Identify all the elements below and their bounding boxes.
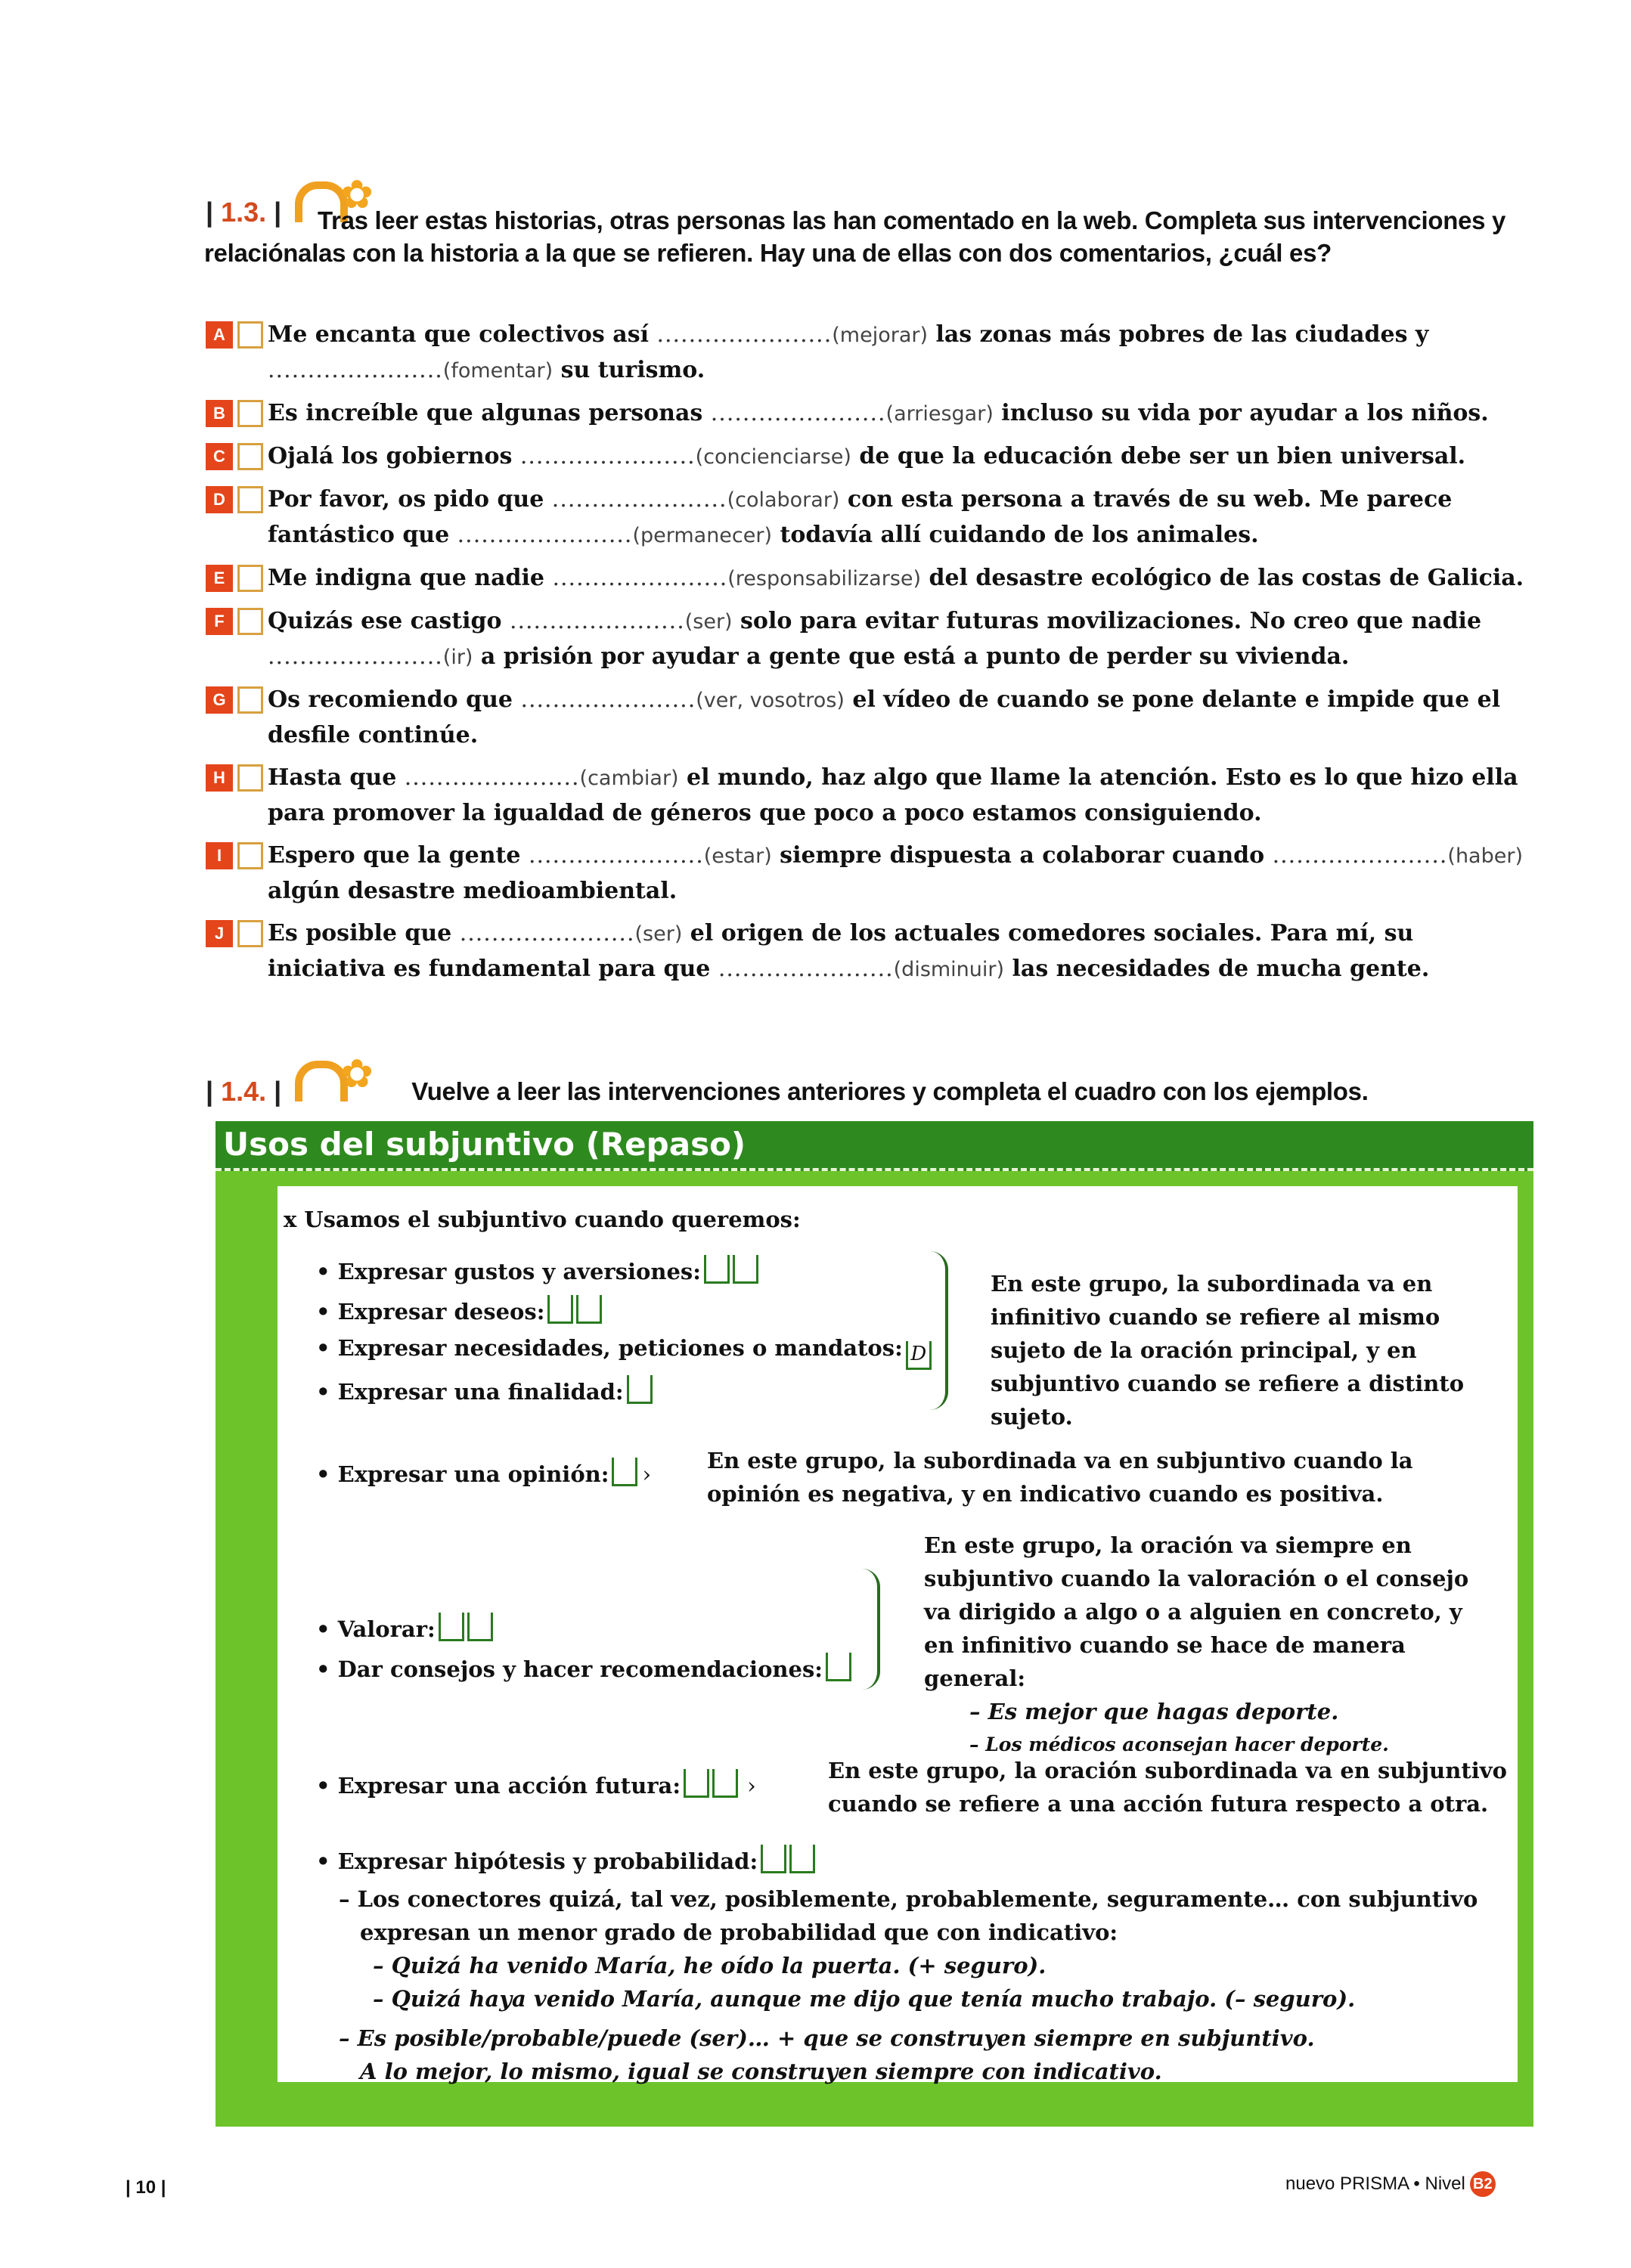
exercise-item [206, 439, 1536, 475]
answer-slot[interactable] [712, 1769, 738, 1798]
verb-hint: (arriesgar) [885, 402, 994, 426]
item-text: Me encanta que colectivos así ......................(mejorar) las zonas más pobres de las ciudades y ......................(fomentar) su turismo. [268, 321, 1429, 383]
bullet-deseos: • Expresar deseos: [316, 1295, 602, 1325]
verb-hint: (mejorar) [832, 324, 928, 347]
blank-field[interactable]: ...................... [404, 764, 580, 791]
footer-brand [1285, 2171, 1496, 2197]
grammar-box-title: Usos del subjuntivo (Repaso) [223, 1126, 746, 1163]
exercise-item [206, 482, 1536, 553]
answer-slot[interactable] [704, 1255, 730, 1284]
verb-hint: (ir) [442, 646, 473, 669]
verb-hint: (ser) [684, 610, 733, 634]
verb-hint: (concienciarse) [695, 445, 851, 469]
bullet-gustos: • Expresar gustos y aversiones: [316, 1255, 758, 1284]
bullet-necesidades: • Expresar necesidades, peticiones o mandatos: D [316, 1335, 932, 1370]
answer-checkbox[interactable] [237, 842, 263, 869]
answer-checkbox[interactable] [237, 400, 263, 427]
blank-field[interactable]: ...................... [519, 443, 696, 469]
exercise-1-4-header [206, 1052, 1369, 1108]
verb-hint: (colaborar) [727, 488, 840, 512]
item-letter-badge: D [206, 486, 233, 513]
item-letter-badge: B [206, 400, 233, 427]
exercise-instruction: Vuelve a leer las intervenciones anteriores y completa el cuadro con los ejemplos. [411, 1077, 1369, 1105]
bullet-opinion: • Expresar una opinión: › [316, 1458, 651, 1487]
exercise-item [206, 318, 1536, 389]
item-letter-badge: A [206, 321, 233, 349]
item-letter-badge: F [206, 608, 233, 635]
answer-slot[interactable] [761, 1845, 786, 1873]
bullet-consejos: • Dar consejos y hacer recomendaciones: [316, 1653, 851, 1682]
blank-field[interactable]: ...................... [509, 608, 685, 634]
bullet-accion-futura: • Expresar una acción futura: › [316, 1769, 756, 1799]
item-letter-badge: C [206, 443, 233, 470]
blank-field[interactable]: ...................... [710, 400, 886, 426]
intro-text: Usamos el subjuntivo cuando queremos: [304, 1207, 801, 1232]
verb-hint: (responsabilizarse) [727, 567, 922, 590]
exercise-item [206, 683, 1536, 753]
example: – Los médicos aconsejan hacer deporte. [969, 1734, 1389, 1755]
brace-icon [930, 1251, 948, 1410]
item-text: Hasta que ......................(cambiar) el mundo, haz algo que llame la atención. Esto es lo que hizo ella para promover la igualdad de géneros que poco a poco estamos consiguiendo. [268, 764, 1518, 826]
exercise-item [206, 761, 1536, 831]
answer-slot[interactable] [733, 1255, 758, 1284]
example: – Es mejor que hagas deporte. [969, 1699, 1339, 1724]
answer-checkbox[interactable] [237, 608, 263, 635]
exercise-item [206, 396, 1536, 432]
answer-checkbox[interactable] [237, 565, 263, 592]
answer-slot[interactable] [467, 1613, 493, 1641]
exercise-instruction: Tras leer estas historias, otras personas las han comentado en la web. Completa sus intervenciones y relaciónalas con la historia a la que se refieren. Hay una de ellas con dos comentarios, ¿cuál es? [204, 206, 1506, 267]
level-badge: B2 [1470, 2171, 1496, 2197]
example: – Quizá haya venido María, aunque me dijo que tenía mucho trabajo. (– seguro). [373, 1986, 1356, 2012]
group5-notes: – Los conectores quizá, tal vez, posiblemente, probablemente, seguramente… con subjuntivo expresan un menor grado de probabilidad que con indicativo: – Quizá ha venido María, he oído la puerta. (+ seguro). – Quizá haya venido María, aunque me dijo que tenía mucho trabajo. (– seguro). – Es posible/probable/puede (ser)… + que se construyen siempre en subjuntivo. A lo mejor, lo mismo, igual se construyen siempre con indicativo. [339, 1882, 1511, 2088]
answer-slot[interactable] [576, 1295, 602, 1324]
verb-hint: (cambiar) [579, 767, 679, 790]
verb-hint: (ver, vosotros) [696, 689, 845, 712]
answer-slot[interactable] [439, 1613, 464, 1641]
brand-text: nuevo PRISMA • Nivel [1285, 2174, 1465, 2194]
blank-field[interactable]: ...................... [656, 321, 833, 348]
exercise-number: | 1.3. | [206, 197, 282, 228]
blank-field[interactable]: ...................... [457, 522, 633, 548]
bullet-finalidad: • Expresar una finalidad: [316, 1375, 653, 1405]
bullet-valorar: • Valorar: [316, 1613, 493, 1642]
answer-slot[interactable] [789, 1845, 815, 1873]
cross-icon: x [284, 1207, 297, 1232]
blank-field[interactable]: ...................... [520, 686, 696, 713]
verb-hint: (haber) [1447, 844, 1523, 868]
group3-explanation: En este grupo, la oración va siempre en subjuntivo cuando la valoración o el consejo va dirigido a algo o a alguien en concreto, y en infinitivo cuando se hace de manera general: – Es mejor que hagas deporte. – Los médicos aconsejan hacer deporte. [924, 1529, 1499, 1761]
item-letter-badge: G [206, 686, 233, 714]
answer-checkbox[interactable] [237, 920, 263, 947]
blank-field[interactable]: ...................... [528, 842, 704, 869]
exercise-item [206, 604, 1536, 675]
blank-field[interactable]: ...................... [268, 643, 443, 670]
exercise-item [206, 838, 1536, 909]
answer-slot[interactable] [627, 1375, 653, 1404]
item-text: Me indigna que nadie ......................(responsabilizarse) del desastre ecológico de las costas de Galicia. [268, 565, 1524, 591]
brace-icon [862, 1569, 880, 1690]
blank-field[interactable]: ...................... [551, 486, 727, 513]
item-text: Espero que la gente ......................(estar) siempre dispuesta a colaborar cuando ......................(haber) algún desastre medioambiental. [268, 842, 1523, 904]
verb-hint: (estar) [703, 844, 772, 868]
bullet-hipotesis: • Expresar hipótesis y probabilidad: [316, 1845, 815, 1874]
chevron-right-icon: › [747, 1773, 756, 1799]
item-text: Es posible que ......................(ser) el origen de los actuales comedores sociales. Para mí, su iniciativa es fundamental para que ......................(disminuir) las necesidades de mucha gente. [268, 920, 1430, 982]
blank-field[interactable]: ...................... [552, 565, 728, 591]
exercise-item [206, 561, 1536, 596]
answer-checkbox[interactable] [237, 686, 263, 714]
group1-explanation: En este grupo, la subordinada va en infinitivo cuando se refiere al mismo sujeto de la oración principal, y en subjuntivo cuando se refiere a distinto sujeto. [991, 1271, 1465, 1430]
blank-field[interactable]: ...................... [459, 920, 635, 947]
answer-checkbox[interactable] [237, 443, 263, 470]
group4-explanation: En este grupo, la oración subordinada va en subjuntivo cuando se refiere a una acción futura respecto a otra. [828, 1758, 1507, 1817]
blank-field[interactable]: ...................... [1272, 842, 1448, 869]
item-letter-badge: H [206, 764, 233, 792]
item-text: Os recomiendo que ......................(ver, vosotros) el vídeo de cuando se pone delante e impide que el desfile continúe. [268, 686, 1501, 748]
item-letter-badge: J [206, 920, 233, 947]
exercise-items [206, 318, 1536, 995]
answer-slot[interactable] [684, 1769, 709, 1798]
chevron-right-icon: › [642, 1461, 652, 1487]
blank-field[interactable]: ...................... [268, 357, 443, 383]
example: – Quizá ha venido María, he oído la puerta. (+ seguro). [373, 1953, 1047, 1978]
exercise-number: | 1.4. | [206, 1076, 282, 1107]
answer-checkbox[interactable] [237, 486, 263, 513]
page-number: | 10 | [126, 2177, 166, 2198]
item-text: Por favor, os pido que ......................(colaborar) con esta persona a través de su web. Me parece fantástico que ......................(permanecer) todavía allí cuidando de los animales. [268, 486, 1453, 548]
item-text: Es increíble que algunas personas ......................(arriesgar) incluso su vida por ayudar a los niños. [268, 400, 1489, 426]
verb-hint: (ser) [634, 922, 683, 946]
activity-icons [295, 1052, 401, 1108]
answer-slot[interactable] [612, 1458, 637, 1486]
item-text: Ojalá los gobiernos ......................(concienciarse) de que la educación debe ser un bien universal. [268, 443, 1466, 469]
grammar-intro [284, 1207, 801, 1232]
verb-hint: (disminuir) [893, 958, 1005, 981]
answer-checkbox[interactable] [237, 764, 263, 792]
item-text: Quizás ese castigo ......................(ser) solo para evitar futuras movilizaciones. No creo que nadie ......................(ir) a prisión por ayudar a gente que está a punto de perder su vivienda. [268, 608, 1482, 670]
item-letter-badge: E [206, 565, 233, 592]
exercise-item [206, 916, 1536, 987]
grammar-box-banner [216, 1121, 1533, 1171]
gear-icon: ✿ [340, 172, 374, 218]
answer-checkbox[interactable] [237, 321, 263, 349]
item-letter-badge: I [206, 842, 233, 869]
answer-slot[interactable] [826, 1653, 851, 1681]
blank-field[interactable]: ...................... [718, 956, 894, 982]
answer-slot[interactable] [547, 1295, 573, 1324]
gear-icon: ✿ [340, 1052, 374, 1097]
verb-hint: (permanecer) [632, 524, 773, 547]
verb-hint: (fomentar) [442, 359, 553, 383]
group2-explanation: En este grupo, la subordinada va en subjuntivo cuando la opinión es negativa, y en indicativo cuando es positiva. [707, 1448, 1413, 1507]
answer-slot-filled[interactable]: D [906, 1341, 932, 1370]
